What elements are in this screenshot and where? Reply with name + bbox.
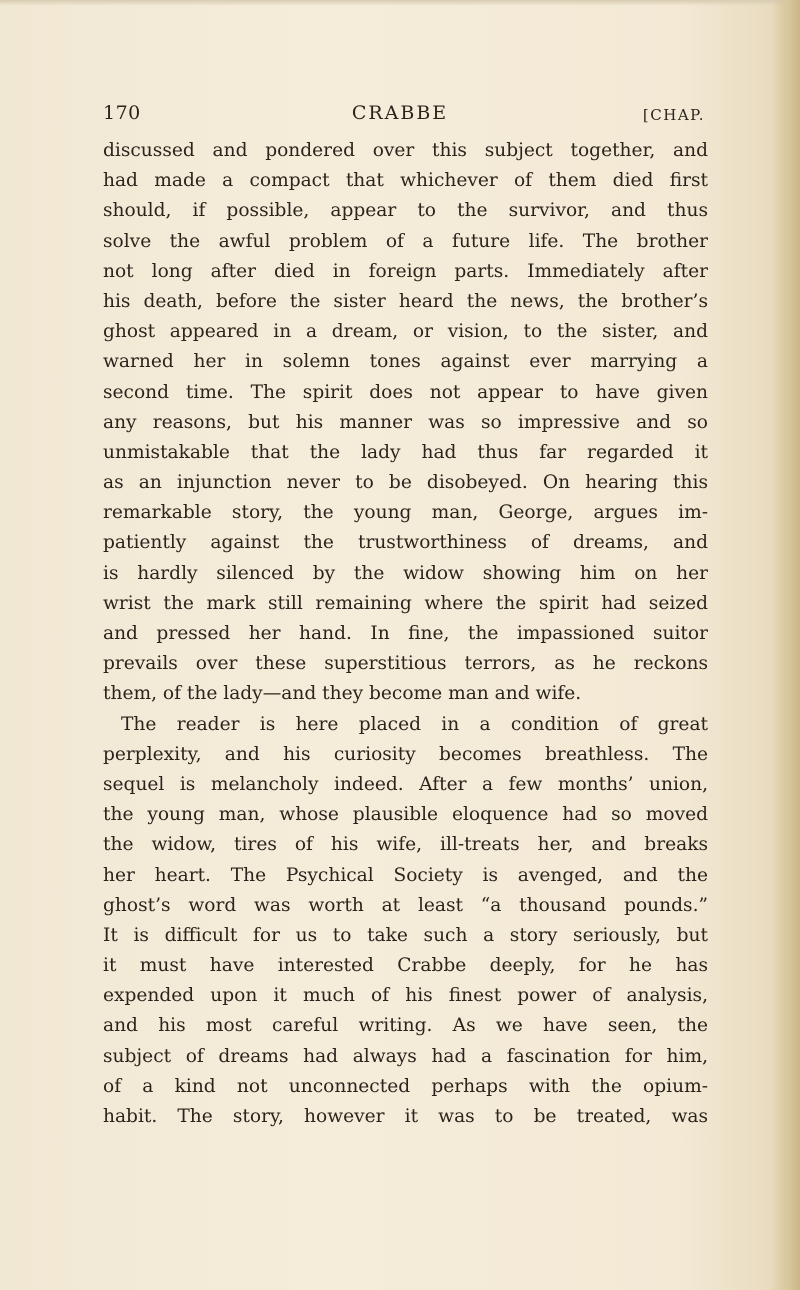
text-line: second time. The spirit does not appear to have given [103,381,708,403]
text-line: ghost’s word was worth at least “a thousand pounds.” [103,894,708,916]
text-line: her heart. The Psychical Society is avenged, and the [103,864,708,886]
text-line: prevails over these superstitious terrors, as he reckons [103,653,708,675]
text-line: the widow, tires of his wife, ill-treats her, and breaks [103,834,708,856]
text-line: and pressed her hand. In fine, the impassioned suitor [103,623,708,644]
text-line: remarkable story, the young man, George, argues im- [103,502,708,524]
body-text [103,136,708,1132]
text-line: ghost appeared in a dream, or vision, to the sister, and [103,321,708,343]
page-right-edge-shadow [772,0,800,1290]
text-line: solve the awful problem of a future life. The brother [103,230,708,252]
text-line: It is difficult for us to take such a story seriously, but [103,924,708,946]
text-line: had made a compact that whichever of them died first [103,170,708,192]
text-line: his death, before the sister heard the news, the brother’s [103,290,708,312]
text-line: is hardly silenced by the widow showing him on her [103,562,708,584]
text-line: them, of the lady—and they become man and wife. [103,683,582,705]
text-line: it must have interested Crabbe deeply, for he has [103,955,708,977]
text-line: of a kind not unconnected perhaps with the opium- [103,1075,708,1097]
text-line: habit. The story, however it was to be treated, was [103,1106,708,1127]
text-line: wrist the mark still remaining where the spirit had seized [103,592,708,614]
chapter-mark: [CHAP. [642,106,705,124]
text-line: discussed and pondered over this subject together, and [103,140,708,161]
text-line: and his most careful writing. As we have seen, the [103,1015,708,1037]
text-line: sequel is melancholy indeed. After a few months’ union, [103,773,708,795]
text-line: expended upon it much of his finest power of analysis, [103,985,708,1007]
text-line: as an injunction never to be disobeyed. On hearing this [103,472,708,494]
running-head: CRABBE [351,102,449,124]
text-line: perplexity, and his curiosity becomes breathless. The [103,743,708,765]
text-line: The reader is here placed in a condition of great [121,713,708,735]
text-line: should, if possible, appear to the survivor, and thus [103,200,708,222]
text-line: warned her in solemn tones against ever marrying a [103,351,708,373]
page-number: 170 [103,102,141,124]
text-line: unmistakable that the lady had thus far regarded it [103,441,708,463]
page-header [103,104,705,134]
text-line: the young man, whose plausible eloquence had so moved [103,804,708,826]
text-line: subject of dreams had always had a fascination for him, [103,1045,708,1067]
text-line: patiently against the trustworthiness of dreams, and [103,532,708,554]
text-line: any reasons, but his manner was so impressive and so [103,411,708,433]
page-top-edge [0,0,800,6]
text-line: not long after died in foreign parts. Immediately after [103,260,708,282]
